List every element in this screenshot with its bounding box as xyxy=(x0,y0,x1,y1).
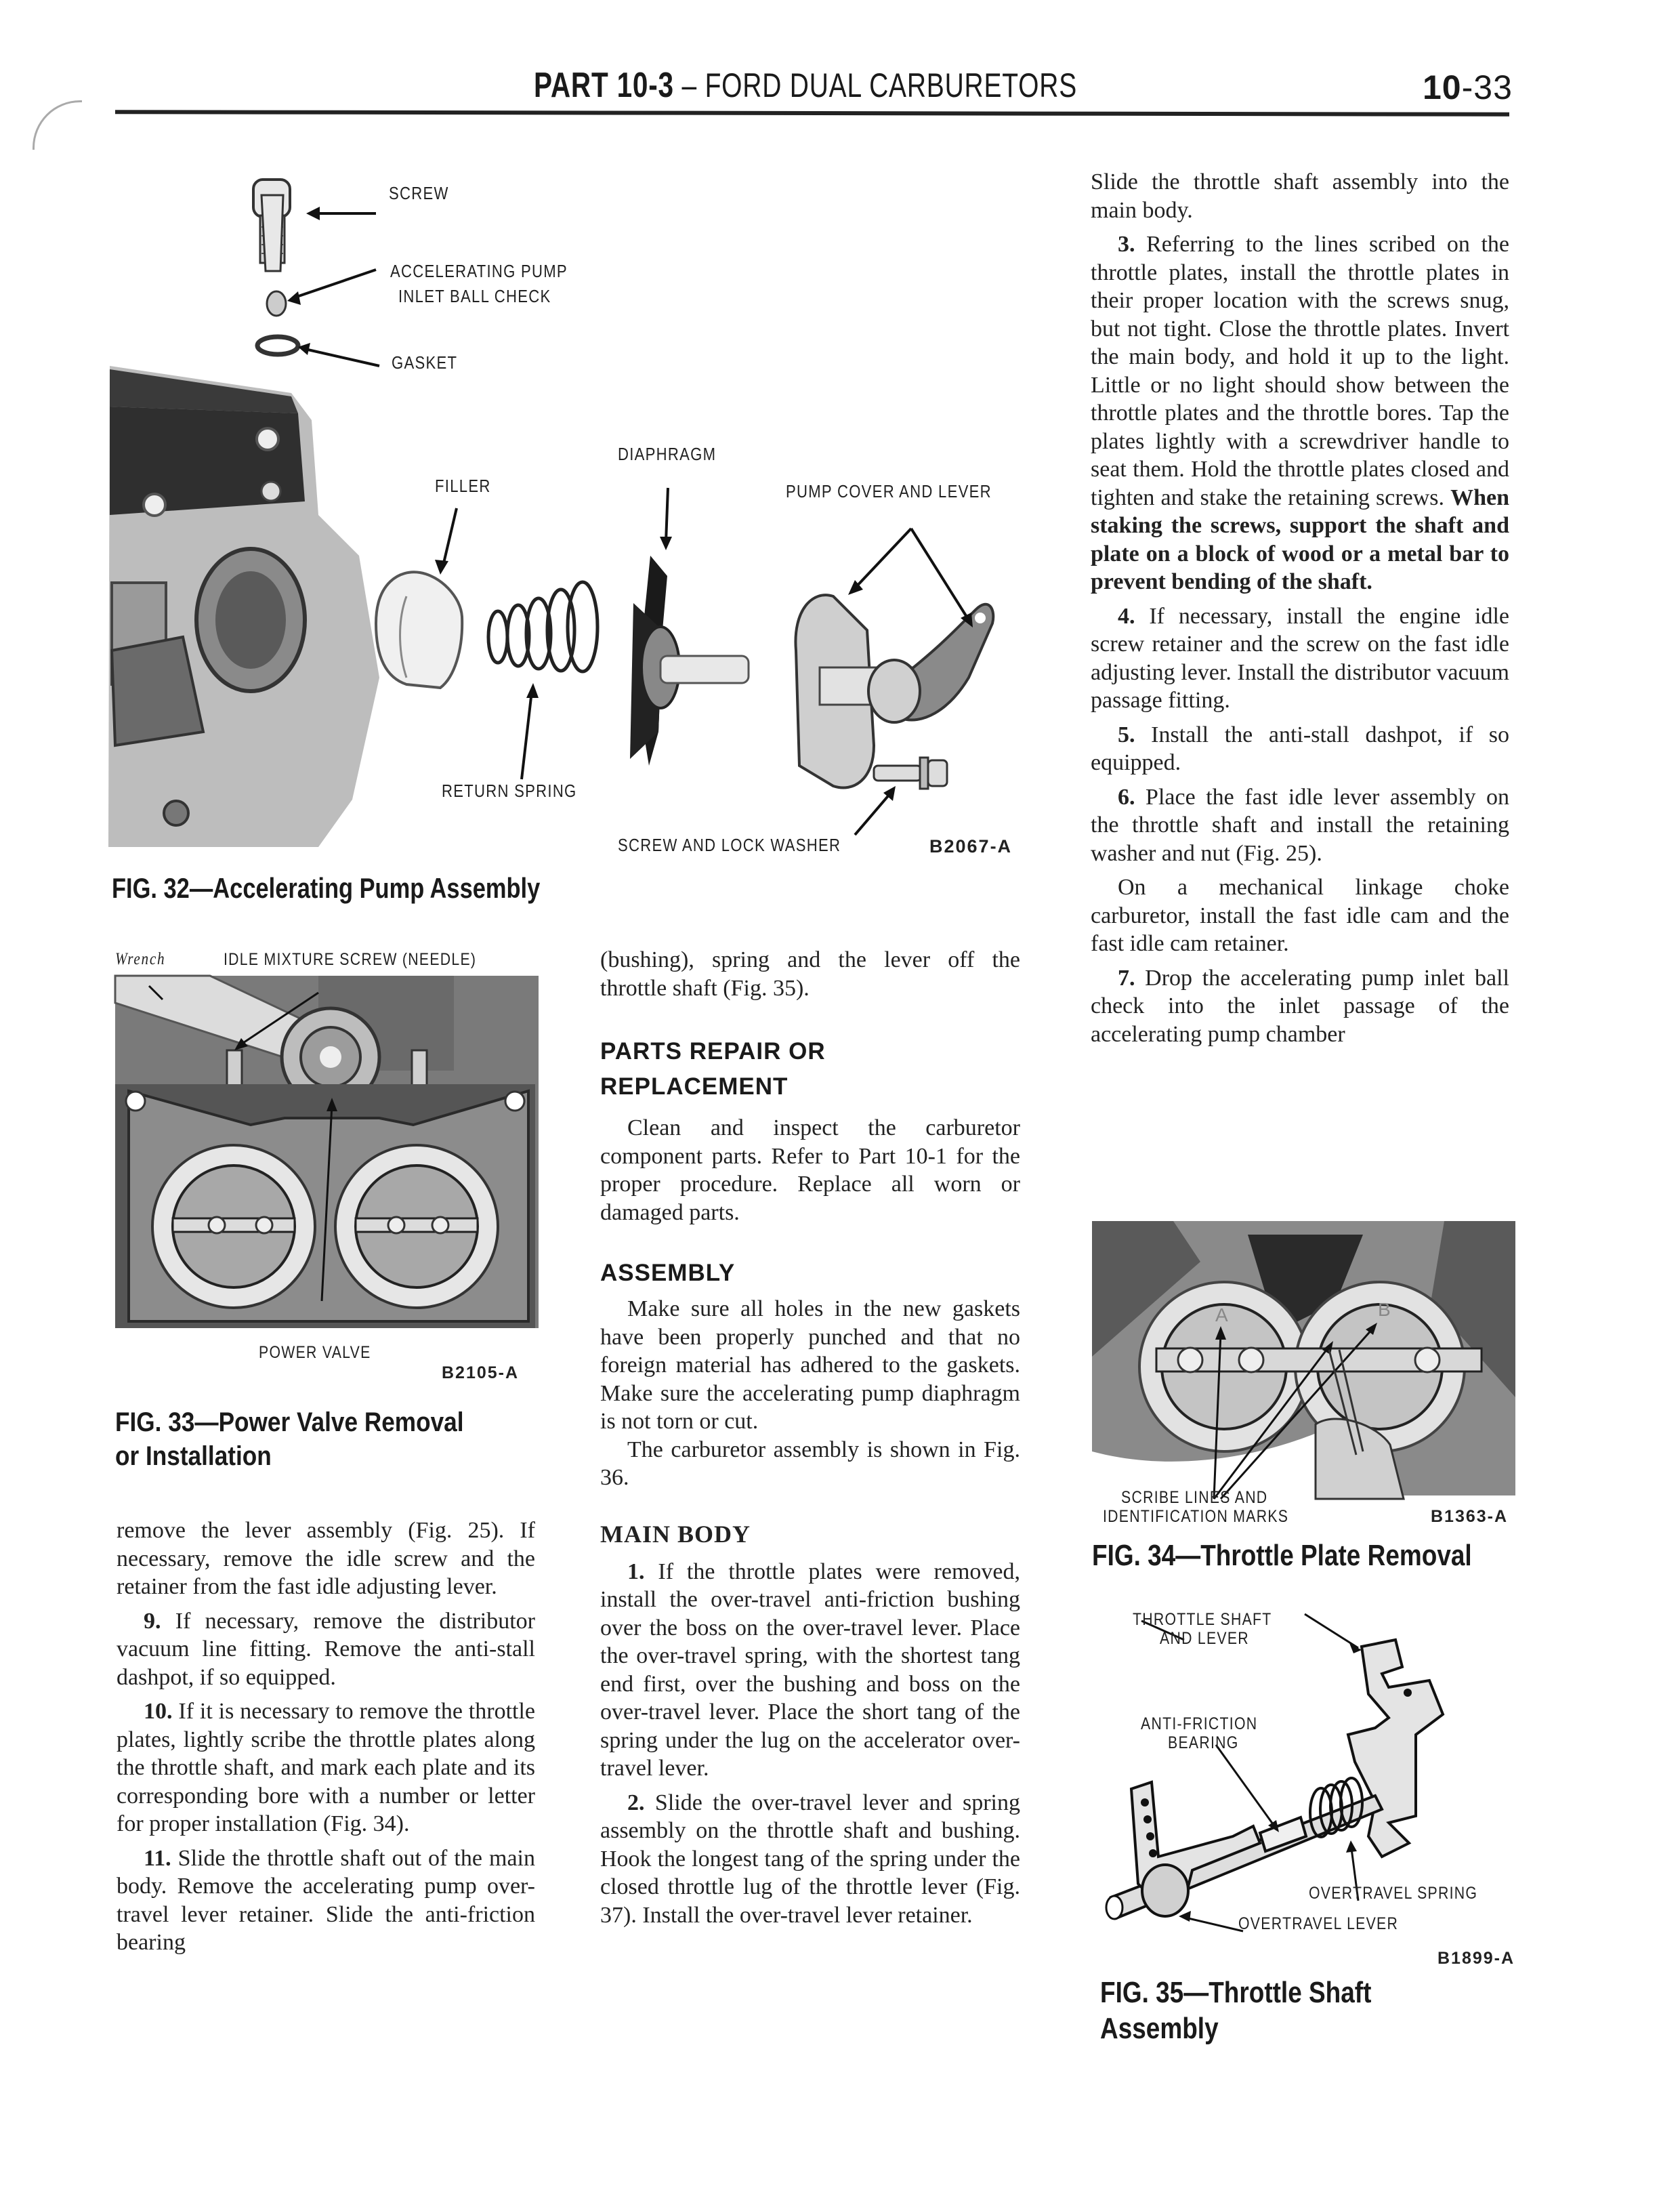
paragraph: remove the lever assembly (Fig. 25). If necessary, remove the idle screw and the retainer from the fast idle adjusting lever. xyxy=(117,1518,535,1599)
step-text: Referring to the lines scribed on the throttle plates, install the throttle plates in their proper location with the screws snug, but not tight. Close the throttle plates. Invert the main body, and hold it up to the light. Little or no light should show between the throttle plates and the throttle bores. Tap the plates lightly with a screwdriver handle to seat them. Hold the throttle plates closed and tighten and stake the retaining screws. xyxy=(1091,232,1509,510)
step-text: If it is necessary to remove the throttle plates, lightly scribe the throttle plates along the throttle shaft, and mark each plate and its corresponding bore with a number or letter for proper installation (Fig. 34). xyxy=(117,1699,535,1836)
paragraph: Slide the throttle shaft assembly into the main body. xyxy=(1091,169,1509,223)
step-text: Drop the accelerating pump inlet ball check into the inlet passage of the accelerating pump chamber xyxy=(1091,965,1509,1047)
paragraph: (bushing), spring and the lever off the throttle shaft (Fig. 35). xyxy=(600,947,1020,1001)
section-heading-main-body: MAIN BODY xyxy=(600,1520,751,1548)
step-number: 7. xyxy=(1118,965,1135,991)
label-throttle-shaft-line2: AND LEVER xyxy=(1160,1629,1249,1648)
paragraph: Make sure all holes in the new gaskets have been properly punched and that no foreign material has adhered to the gaskets. Make sure the accelerating pump diaphragm is not torn or cut. xyxy=(600,1296,1020,1434)
label-idle-mixture-screw: IDLE MIXTURE SCREW (NEEDLE) xyxy=(224,950,477,969)
heading-line2: REPLACEMENT xyxy=(600,1073,789,1100)
step-number: 3. xyxy=(1118,232,1135,257)
label-wrench: Wrench xyxy=(115,950,166,968)
step-text: Slide the throttle shaft out of the main body. Remove the accelerating pump over-travel lever retainer. Slide the anti-friction bearing xyxy=(117,1845,535,1955)
step-text: If necessary, install the engine idle screw retainer and the screw on the fast idle adjusting lever. Install the distributor vacuum passage fitting. xyxy=(1091,603,1509,713)
label-return-spring: RETURN SPRING xyxy=(442,781,577,801)
step-text: Install the anti-stall dashpot, if so equipped. xyxy=(1091,722,1509,775)
header-title: FORD DUAL CARBURETORS xyxy=(705,66,1078,104)
paragraph: Clean and inspect the carburetor component parts. Refer to Part 10-1 for the proper procedure. Replace all worn or damaged parts. xyxy=(600,1115,1020,1225)
figure-caption-line1: FIG. 35—Throttle Shaft xyxy=(1100,1976,1372,2009)
step-text: Slide the over-travel lever and spring assembly on the throttle shaft and bushing. Hook the longest tang of the spring under the closed throttle lug of the throttle lever (Fig. 37). Install the over-travel lever retainer. xyxy=(600,1790,1020,1928)
label-bearing-line1: ANTI-FRICTION xyxy=(1141,1714,1258,1733)
label-overtravel-spring: OVERTRAVEL SPRING xyxy=(1309,1884,1478,1903)
header-dash: – xyxy=(673,66,705,104)
step-number: 2. xyxy=(627,1790,645,1815)
mark-a: A xyxy=(1215,1304,1228,1325)
label-bearing-line2: BEARING xyxy=(1168,1733,1239,1752)
step-warning: When staking the screws, support the shaft and plate on a block of wood or a metal bar to prevent bending of the shaft. xyxy=(1091,484,1509,594)
heading-line1: PARTS REPAIR OR xyxy=(600,1038,826,1065)
step-text: If the throttle plates were removed, install the over-travel anti-friction bushing over the boss on the over-travel lever. Place the over-travel spring, with the shortest tang end first, over the bushing and boss on the over-travel lever. Place the short tang of the spring under the lug on the accelerator over-travel lever. xyxy=(600,1559,1020,1781)
figure-code: B1899-A xyxy=(1437,1949,1515,1968)
figure-caption-line2: Assembly xyxy=(1100,2012,1219,2045)
label-diaphragm: DIAPHRAGM xyxy=(618,444,717,464)
label-screw-lock-washer: SCREW AND LOCK WASHER xyxy=(618,835,841,855)
step-number: 11. xyxy=(144,1845,171,1871)
label-throttle-shaft-line1: THROTTLE SHAFT xyxy=(1133,1610,1272,1629)
mark-b: B xyxy=(1378,1299,1391,1320)
paragraph: On a mechanical linkage choke carburetor, install the fast idle cam and the fast idle cam retainer. xyxy=(1091,875,1509,956)
figure-caption-line1: FIG. 33—Power Valve Removal xyxy=(115,1407,464,1437)
label-gasket: GASKET xyxy=(392,352,458,373)
header-part: PART 10-3 xyxy=(534,66,674,105)
caption-text: —Accelerating Pump Assembly xyxy=(189,872,541,904)
label-screw: SCREW xyxy=(389,183,449,203)
step-number: 9. xyxy=(144,1608,161,1634)
label-scribe-line2: IDENTIFICATION MARKS xyxy=(1103,1507,1289,1526)
figure-code: B2067-A xyxy=(929,836,1013,856)
page-number-major: 10 xyxy=(1423,68,1462,106)
step-number: 4. xyxy=(1118,603,1135,629)
label-filler: FILLER xyxy=(435,476,491,496)
step-number: 10. xyxy=(144,1699,173,1724)
label-pump-cover-lever: PUMP COVER AND LEVER xyxy=(786,481,992,501)
figure-caption-line2: or Installation xyxy=(115,1441,272,1471)
step-text: Place the fast idle lever assembly on the throttle shaft and install the retaining washer and nut (Fig. 25). xyxy=(1091,784,1509,866)
figure-caption: FIG. 34—Throttle Plate Removal xyxy=(1092,1539,1472,1572)
step-number: 6. xyxy=(1118,784,1135,810)
figure-code: B2105-A xyxy=(442,1363,520,1382)
figure-code: B1363-A xyxy=(1431,1507,1509,1526)
label-power-valve: POWER VALVE xyxy=(259,1343,371,1362)
label-overtravel-lever: OVERTRAVEL LEVER xyxy=(1238,1914,1399,1933)
caption-number: FIG. 32 xyxy=(112,872,190,904)
label-ball-check-line1: ACCELERATING PUMP xyxy=(390,261,568,281)
label-ball-check-line2: INLET BALL CHECK xyxy=(398,286,551,306)
step-number: 5. xyxy=(1118,722,1135,747)
step-text: If necessary, remove the distributor vacuum line fitting. Remove the anti-stall dashpot, if so equipped. xyxy=(117,1608,535,1690)
page-number-minor: -33 xyxy=(1461,68,1513,106)
paragraph: The carburetor assembly is shown in Fig. 36. xyxy=(600,1437,1020,1490)
section-heading-assembly: ASSEMBLY xyxy=(600,1260,736,1286)
label-scribe-line1: SCRIBE LINES AND xyxy=(1121,1488,1268,1507)
step-number: 1. xyxy=(627,1559,645,1584)
